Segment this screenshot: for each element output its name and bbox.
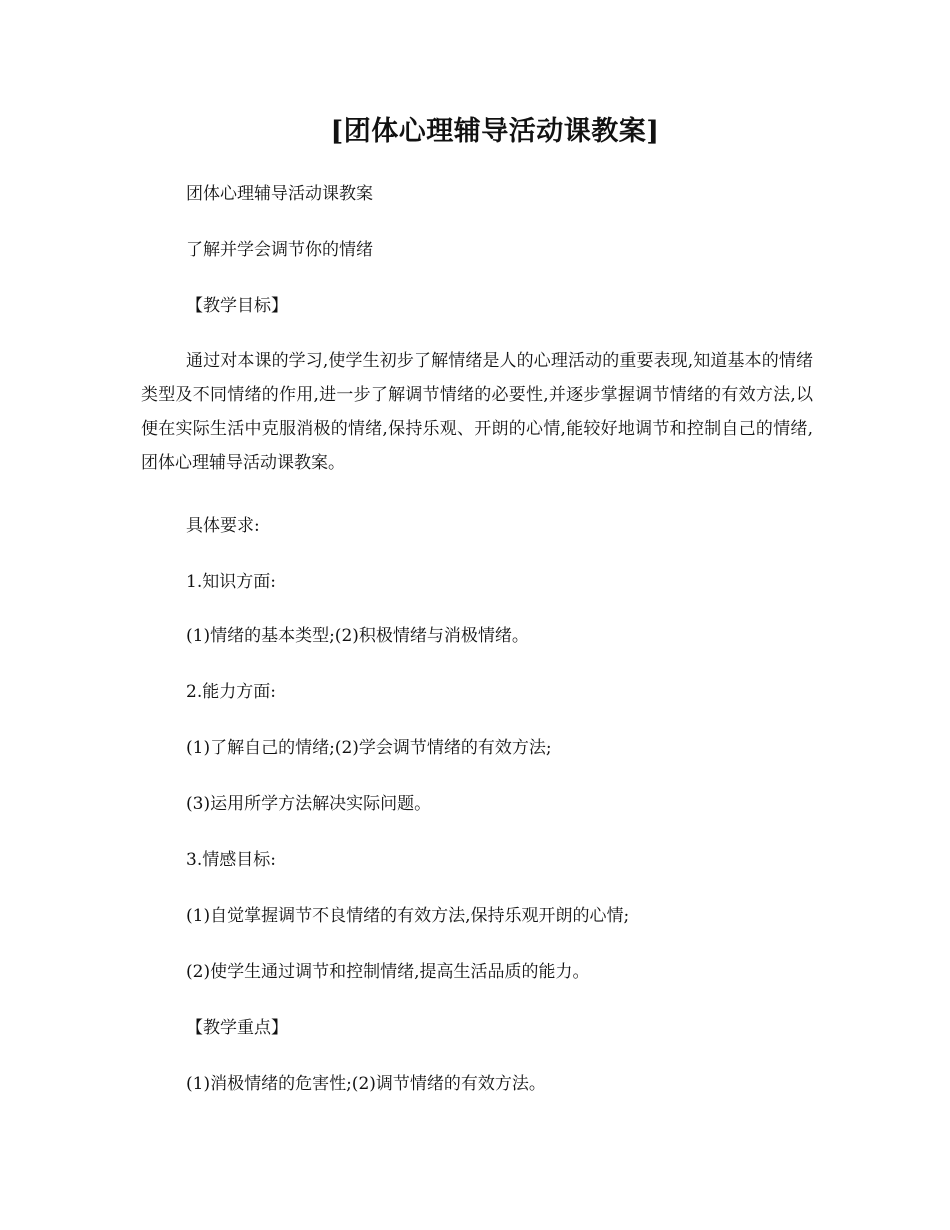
knowledge-items: (1)情绪的基本类型;(2)积极情绪与消极情绪。 (186, 626, 529, 646)
ability-items-2: (3)运用所学方法解决实际问题。 (186, 794, 432, 814)
keypoints-heading: 【教学重点】 (186, 1018, 288, 1038)
emotion-item-2: (2)使学生通过调节和控制情绪,提高生活品质的能力。 (186, 962, 590, 982)
objectives-paragraph: 通过对本课的学习,使学生初步了解情绪是人的心理活动的重要表现,知道基本的情绪类型及不同情绪的作用,进一步了解调节情绪的必要性,并逐步掌握调节情绪的有效方法,以便在实际生活中克服消极的情绪,保持乐观、开朗的心情,能较好地调节和控制自己的情绪,团体心理辅导活动课教案。 (141, 351, 813, 473)
lesson-topic: 了解并学会调节你的情绪 (186, 240, 373, 260)
document-title: [团体心理辅导活动课教案] (330, 116, 660, 147)
subtitle: 团体心理辅导活动课教案 (186, 184, 373, 204)
knowledge-heading: 1.知识方面: (186, 572, 276, 592)
emotion-item-1: (1)自觉掌握调节不良情绪的有效方法,保持乐观开朗的心情; (186, 906, 630, 926)
ability-heading: 2.能力方面: (186, 682, 276, 702)
requirements-heading: 具体要求: (186, 516, 260, 536)
keypoints-items: (1)消极情绪的危害性;(2)调节情绪的有效方法。 (186, 1074, 546, 1094)
objectives-heading: 【教学目标】 (186, 296, 288, 316)
emotion-heading: 3.情感目标: (186, 850, 276, 870)
ability-items-1: (1)了解自己的情绪;(2)学会调节情绪的有效方法; (186, 738, 552, 758)
